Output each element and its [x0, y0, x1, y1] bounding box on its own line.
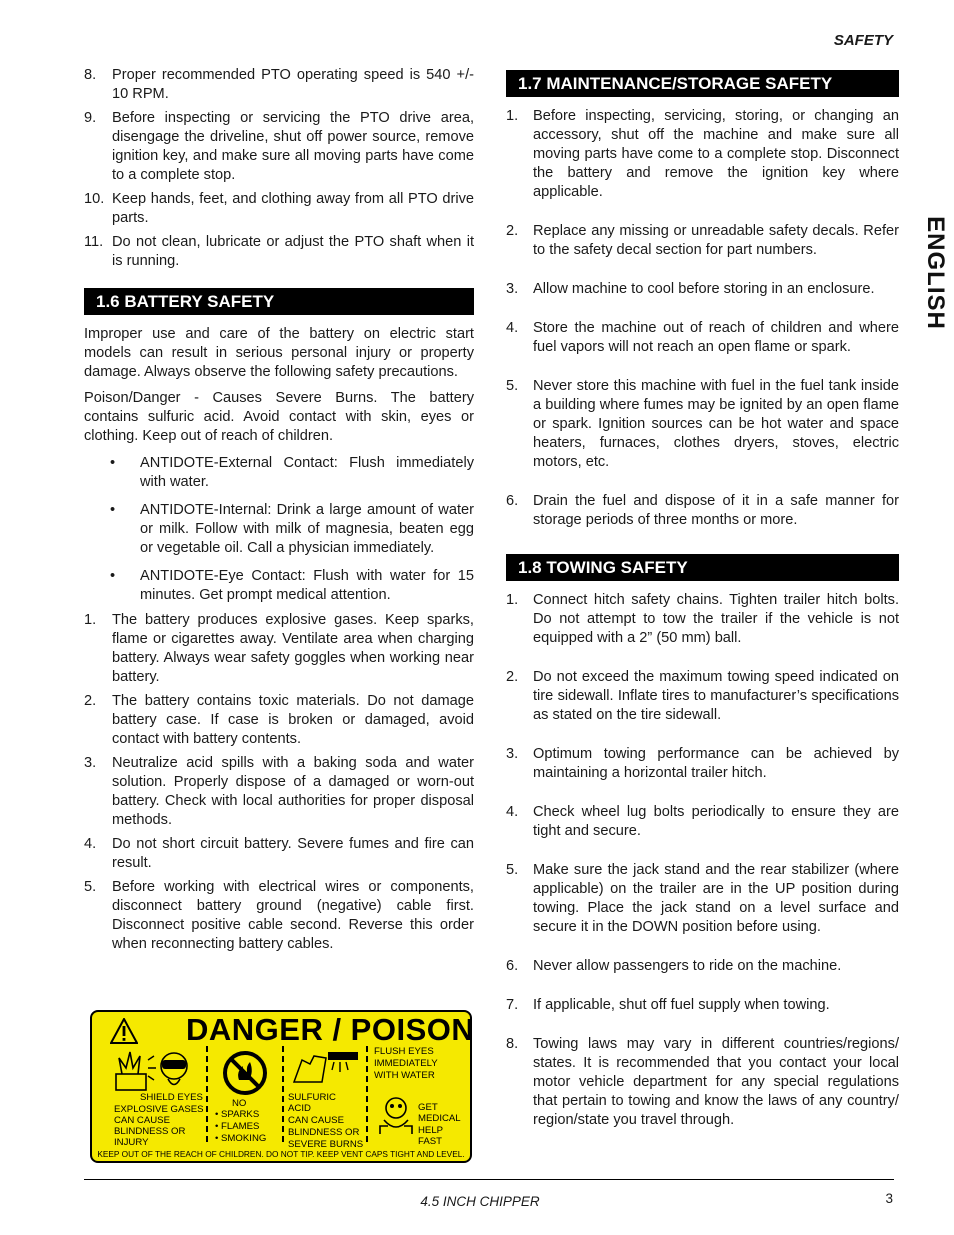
explosion-goggles-icon [108, 1048, 200, 1092]
flush-line: WITH WATER [374, 1070, 435, 1081]
item-text: Before inspecting or servicing the PTO drive area, disengage the driveline, shut off power source, remove ignition key, and make sure all moving parts have come to a complete stop. [112, 110, 474, 183]
acid-line: ACID [288, 1103, 311, 1114]
maintenance-safety-heading: 1.7 MAINTENANCE/STORAGE SAFETY [506, 70, 899, 97]
item-number: 8. [84, 67, 97, 83]
list-item [506, 280, 899, 299]
item-number: 3. [506, 746, 519, 762]
flush-line: FLUSH EYES [374, 1046, 434, 1057]
acid-line: BLINDNESS OR [288, 1127, 360, 1138]
item-text: Store the machine out of reach of children and where fuel vapors will not reach an open flame or spark. [533, 320, 899, 355]
page-number: 3 [885, 1191, 893, 1206]
no-item: • SPARKS [215, 1109, 260, 1120]
explosive-line: INJURY [114, 1137, 149, 1148]
item-text: Before working with electrical wires or components, disconnect battery ground (negative) cable first. Disconnect positive cable second. Reverse this order when reconnecting battery cables. [112, 879, 474, 952]
acid-line: SEVERE BURNS [288, 1139, 364, 1150]
explosive-line: EXPLOSIVE GASES [114, 1104, 204, 1115]
list-item [506, 107, 899, 202]
item-text: Replace any missing or unreadable safety decals. Refer to the safety decal section for part numbers. [533, 223, 899, 258]
list-item [506, 668, 899, 725]
item-text: Towing laws may vary in different countries/regions/ states. It is recommended that you contact your local motor vehicle department for any special regulations that pertain to towing and know the laws of any country/ region/state you travel through. [533, 1036, 899, 1128]
list-item [506, 591, 899, 648]
medical-line: GET [418, 1102, 438, 1113]
item-number: 3. [506, 281, 519, 297]
list-item [506, 492, 899, 530]
right-column [506, 70, 899, 1130]
item-text: Connect hitch safety chains. Tighten trailer hitch bolts. Do not attempt to tow the trailer if the vehicle is not equipped with a 2” (50 mm) ball. [533, 592, 899, 646]
item-number: 1. [84, 612, 97, 628]
list-item [84, 835, 474, 873]
battery-list [84, 611, 474, 954]
decal-title: DANGER / POISON [186, 1012, 475, 1047]
battery-safety-heading: 1.6 BATTERY SAFETY [84, 288, 474, 315]
list-item [84, 692, 474, 749]
battery-intro: Improper use and care of the battery on electric start models can result in serious personal injury or property damage. Always observe the following safety precautions. [84, 326, 474, 380]
item-text: Neutralize acid spills with a baking soda and water solution. Properly dispose of a damaged or worn-out battery. Check with local authorities for proper disposal methods. [112, 755, 474, 828]
list-item [84, 190, 474, 228]
item-text: Drain the fuel and dispose of it in a safe manner for storage periods of three months or more. [533, 493, 899, 528]
list-item [84, 878, 474, 954]
footer-rule [84, 1179, 894, 1180]
running-header: SAFETY [833, 32, 893, 49]
item-text: Do not clean, lubricate or adjust the PTO shaft when it is running. [112, 234, 474, 269]
item-number: 2. [84, 693, 97, 709]
towing-safety-heading: 1.8 TOWING SAFETY [506, 554, 899, 581]
language-tab-label: ENGLISH [922, 216, 949, 330]
item-number: 11. [84, 234, 104, 250]
acid-burn-icon [288, 1048, 364, 1088]
no-item: • FLAMES [215, 1121, 260, 1132]
item-number: 5. [506, 862, 519, 878]
language-tab [900, 218, 954, 328]
no-smoking-icon [222, 1050, 268, 1096]
list-item [506, 377, 899, 472]
decal-footer: KEEP OUT OF THE REACH OF CHILDREN. DO NOT TIP. KEEP VENT CAPS TIGHT AND LEVEL. [97, 1149, 465, 1159]
decal-divider [282, 1046, 284, 1142]
bullet-glyph: • [110, 455, 116, 471]
antidote-item [84, 501, 474, 558]
item-text: Optimum towing performance can be achieved by maintaining a horizontal trailer hitch. [533, 746, 899, 781]
medical-line: HELP [418, 1125, 444, 1136]
item-number: 10. [84, 191, 105, 207]
item-text: Check wheel lug bolts periodically to ensure they are tight and secure. [533, 804, 899, 839]
item-number: 4. [506, 804, 519, 820]
item-number: 8. [506, 1036, 519, 1052]
list-item [84, 109, 474, 185]
decal-title-row [102, 1012, 475, 1048]
item-number: 1. [506, 108, 519, 124]
list-item [506, 803, 899, 841]
list-item [506, 745, 899, 783]
left-column [84, 66, 474, 959]
bullet-text: ANTIDOTE-External Contact: Flush immediately with water. [140, 455, 474, 490]
item-number: 7. [506, 997, 519, 1013]
antidote-item [84, 567, 474, 605]
item-text: The battery contains toxic materials. Do not damage battery case. If case is broken or damaged, avoid contact with battery contents. [112, 693, 474, 747]
item-number: 6. [506, 958, 519, 974]
no-label: NO [232, 1098, 247, 1109]
item-number: 9. [84, 110, 97, 126]
item-number: 5. [506, 378, 519, 394]
flush-line: IMMEDIATELY [374, 1058, 438, 1069]
pto-list [84, 66, 474, 271]
battery-poison-warning: Poison/Danger - Causes Severe Burns. The battery contains sulfuric acid. Avoid contact with skin, eyes or clothing. Keep out of reach of children. [84, 390, 474, 444]
list-item [84, 611, 474, 687]
no-item: • SMOKING [215, 1133, 267, 1144]
towing-list [506, 591, 899, 1130]
medical-line: MEDICAL [418, 1113, 461, 1124]
decal-panel [104, 1046, 464, 1150]
item-text: Make sure the jack stand and the rear stabilizer (where applicable) on the trailer are in the UP position during towing. Place the jack stand on a level surface and secure it in the DOWN position before using. [533, 862, 899, 935]
list-item [506, 957, 899, 976]
item-text: Do not short circuit battery. Severe fumes and fire can result. [112, 836, 474, 871]
list-item [506, 222, 899, 260]
medical-line: FAST [418, 1136, 442, 1147]
bullet-glyph: • [110, 568, 116, 584]
list-item [84, 233, 474, 271]
item-text: Keep hands, feet, and clothing away from all PTO drive parts. [112, 191, 474, 226]
maintenance-list [506, 107, 899, 530]
list-item [84, 66, 474, 104]
bullet-text: ANTIDOTE-Internal: Drink a large amount of water or milk. Follow with milk of magnesia, beaten egg or vegetable oil. Call a physician immediately. [140, 502, 474, 556]
item-number: 3. [84, 755, 97, 771]
decal-divider [206, 1046, 208, 1142]
item-text: Before inspecting, servicing, storing, or changing an accessory, shut off the machine and make sure all moving parts have come to a complete stop. Disconnect the battery and remove the ignition key where applicable. [533, 108, 899, 200]
list-item [84, 754, 474, 830]
item-text: Do not exceed the maximum towing speed indicated on tire sidewall. Inflate tires to manufacturer’s specifications as stated on the tire sidewall. [533, 669, 899, 723]
antidote-item [84, 454, 474, 492]
footer-title: 4.5 INCH CHIPPER [420, 1194, 540, 1209]
item-text: The battery produces explosive gases. Keep sparks, flame or cigarettes away. Ventilate area when charging battery. Always wear safety goggles when working near battery. [112, 612, 474, 685]
danger-poison-decal [90, 1010, 475, 1163]
shield-eyes-label: SHIELD EYES [140, 1092, 203, 1103]
item-number: 2. [506, 223, 519, 239]
explosive-line: BLINDNESS OR [114, 1126, 186, 1137]
item-text: Proper recommended PTO operating speed is 540 +/- 10 RPM. [112, 67, 474, 102]
acid-line: CAN CAUSE [288, 1115, 344, 1126]
explosive-line: CAN CAUSE [114, 1115, 170, 1126]
item-text: If applicable, shut off fuel supply when towing. [533, 997, 830, 1013]
item-number: 6. [506, 493, 519, 509]
bullet-glyph: • [110, 502, 116, 518]
list-item [506, 1035, 899, 1130]
item-number: 1. [506, 592, 519, 608]
list-item [506, 996, 899, 1015]
item-text: Allow machine to cool before storing in an enclosure. [533, 281, 875, 297]
bullet-text: ANTIDOTE-Eye Contact: Flush with water for 15 minutes. Get prompt medical attention. [140, 568, 474, 603]
eye-wash-icon [374, 1094, 418, 1140]
list-item [506, 319, 899, 357]
decal-divider [366, 1046, 368, 1142]
acid-line: SULFURIC [288, 1092, 336, 1103]
item-text: Never allow passengers to ride on the machine. [533, 958, 842, 974]
warning-triangle-icon [110, 1018, 138, 1044]
item-text: Never store this machine with fuel in the fuel tank inside a building where fumes may be ignited by an open flame or spark. Ignition sources can be hot water and space heaters, furnaces, clothes dryers, stoves, electric motors, etc. [533, 378, 899, 470]
list-item [506, 861, 899, 937]
item-number: 4. [506, 320, 519, 336]
item-number: 2. [506, 669, 519, 685]
item-number: 5. [84, 879, 97, 895]
item-number: 4. [84, 836, 97, 852]
